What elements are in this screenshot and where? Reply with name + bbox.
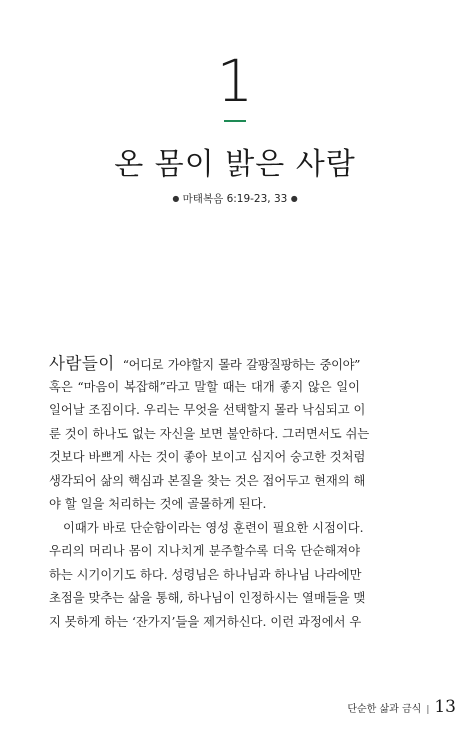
paragraph-line: 혹은 “마음이 복잡해”라고 말할 때는 대개 좋지 않은 일이 xyxy=(49,379,360,394)
body-text xyxy=(49,352,370,634)
paragraph-line: 이때가 바로 단순함이라는 영성 훈련이 필요한 시점이다. xyxy=(63,520,364,535)
paragraph-line: 일어날 조짐이다. 우리는 무엇을 선택할지 몰라 낙심되고 이 xyxy=(49,403,366,417)
running-footer-title: 단순한 삶과 금식 xyxy=(347,704,422,715)
chapter-title: 온 몸이 밝은 사람 xyxy=(114,147,356,182)
paragraph-line xyxy=(49,352,360,376)
scripture-reference-text: 마태복음 6:19-23, 33 xyxy=(182,193,288,205)
paragraph-line: 야 할 일을 처리하는 것에 골몰하게 된다. xyxy=(49,497,267,511)
lead-word: 사람들이 xyxy=(49,354,115,373)
bullet-dot-right-icon: ● xyxy=(290,194,298,203)
paragraph-line: 하는 시기이기도 하다. 성령님은 하나님과 하나님 나라에만 xyxy=(49,567,362,582)
paragraph-line-text: “어디로 가야할지 몰라 갈팡질팡하는 중이야” xyxy=(122,358,360,372)
paragraph-line: 지 못하게 하는 ‘잔가지’들을 제거하신다. 이런 과정에서 우 xyxy=(49,614,362,629)
paragraph-line: 생각되어 삶의 핵심과 본질을 찾는 것은 접어두고 현재의 해 xyxy=(49,473,366,488)
bullet-dot-left-icon: ● xyxy=(172,194,180,203)
paragraph-line: 우리의 머리나 몸이 지나치게 분주할수록 더욱 단순해져야 xyxy=(49,544,360,558)
paragraph-line: 것보다 바쁘게 사는 것이 좋아 보이고 심지어 숭고한 것처럼 xyxy=(49,450,366,464)
page-number: 13 xyxy=(434,697,456,717)
chapter-divider xyxy=(224,120,246,122)
chapter-number: 1 xyxy=(216,47,254,115)
footer-separator: | xyxy=(426,705,430,715)
scripture-reference xyxy=(0,192,470,206)
paragraph-line: 초점을 맞추는 삶을 통해, 하나님이 인정하시는 열매들을 맺 xyxy=(49,591,366,605)
paragraph-line: 룬 것이 하나도 없는 자신을 보면 불안하다. 그러면서도 쉬는 xyxy=(49,426,370,441)
page-footer xyxy=(347,697,456,717)
